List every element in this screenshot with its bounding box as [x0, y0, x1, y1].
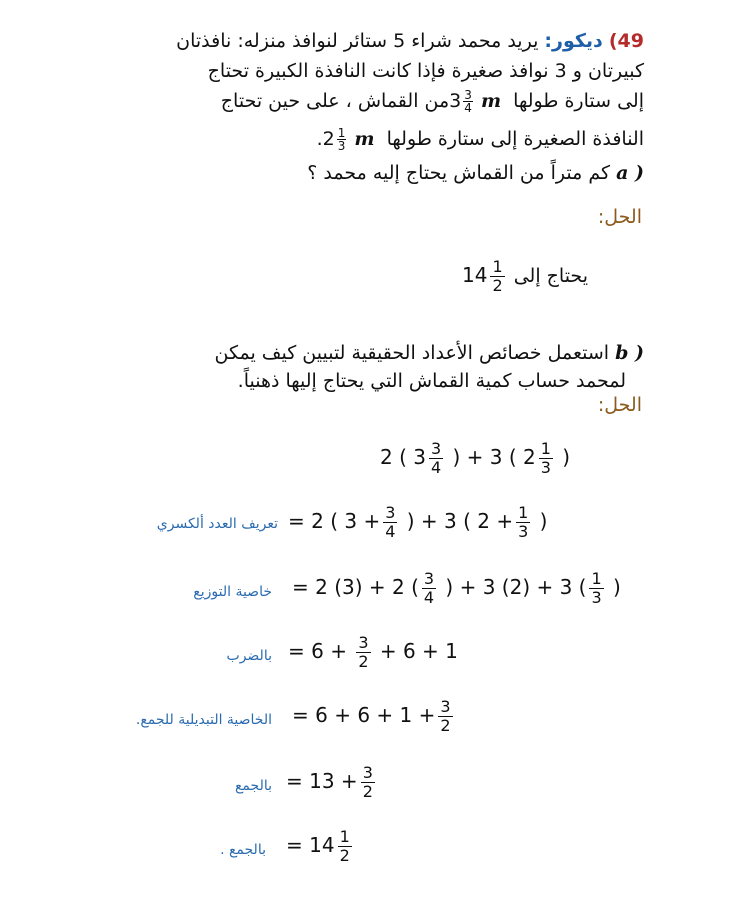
math-text: 2 ( 3: [380, 445, 426, 469]
step-line-4: [292, 698, 456, 735]
fraction: $\frac{1}{3}$: [540, 439, 551, 477]
problem-text-4-pre: النافذة الصغيرة إلى ستارة طولها: [386, 128, 644, 150]
problem-line-2: [208, 56, 644, 86]
fraction: $\frac{3}{4}$: [385, 503, 396, 541]
problem-text-2: كبيرتان و 3 نوافذ صغيرة فإذا كانت النافذة الكبيرة تحتاج: [207, 60, 644, 82]
answer-a: [462, 257, 588, 295]
solution-label-a: الحل:: [597, 206, 642, 228]
problem-text-3-post: من القماش ، على حين تحتاج: [220, 90, 450, 112]
problem-line-4: [317, 124, 644, 154]
math-text: = 6 +: [288, 639, 354, 663]
problem-line-1: [176, 26, 644, 56]
step-line-2: [292, 570, 621, 607]
problem-text-3-pre: إلى ستارة طولها: [513, 90, 644, 112]
step-line-1: [288, 504, 547, 541]
step-line-0: [380, 440, 570, 477]
fraction: $\frac{1}{2}$: [492, 257, 503, 295]
math-text: ): [555, 445, 571, 469]
problem-line-3: [221, 86, 644, 116]
math-text: ): [533, 509, 548, 533]
part-a-text: كم متراً من القماش يحتاج إليه محمد ؟: [307, 162, 611, 184]
math-text: = 2 ( 3 +: [288, 509, 381, 533]
math-text: = 2 (3) + 2 (: [292, 575, 419, 599]
fraction: $\frac{1}{3}$: [518, 503, 529, 541]
part-b-text-1: استعمل خصائص الأعداد الحقيقية لتبيين كيف يمكن: [214, 342, 610, 364]
fraction: $\frac{3}{4}$: [423, 569, 435, 607]
period: .: [316, 128, 323, 150]
step-note-4: الخاصية التبديلية للجمع.: [135, 712, 272, 728]
problem-tag: ديكور:: [544, 30, 603, 52]
part-a-letter: a ): [616, 162, 644, 184]
step-line-6: [286, 828, 355, 865]
fraction: $\frac{3}{4}$: [464, 88, 472, 115]
answer-a-value: 14 $\frac{1}{2}$: [462, 257, 503, 295]
fraction: $\frac{3}{2}$: [362, 763, 373, 801]
math-text: ) + 3 ( 2: [446, 445, 536, 469]
part-b-line-1: [215, 338, 644, 368]
unit-m: m: [480, 90, 502, 112]
fraction: $\frac{3}{2}$: [358, 633, 369, 671]
math-text: = 14: [286, 833, 335, 857]
fraction: $\frac{3}{2}$: [440, 697, 451, 735]
answer-a-text: يحتاج إلى: [513, 265, 588, 287]
step-note-2: خاصية التوزيع: [193, 584, 272, 600]
unit-m: m: [354, 128, 375, 150]
fraction: $\frac{1}{3}$: [591, 569, 602, 607]
step-note-5: بالجمع: [234, 778, 272, 794]
fraction: $\frac{1}{2}$: [339, 827, 350, 865]
math-text: ): [606, 575, 621, 599]
math-text: + 6 + 1: [373, 639, 458, 663]
step-note-3: بالضرب: [226, 648, 272, 664]
part-b-text-2: لمحمد حساب كمية القماش التي يحتاج إليها ذهنياً.: [237, 370, 626, 392]
math-text: ) + 3 (2) + 3 (: [439, 575, 587, 599]
fraction: $\frac{3}{4}$: [430, 439, 442, 477]
solution-label-b: الحل:: [597, 394, 642, 416]
problem-text-1: يريد محمد شراء 5 ستائر لنوافذ منزله: نافذتان: [176, 30, 539, 52]
part-b-line-2: [238, 366, 626, 396]
math-text: = 6 + 6 + 1 +: [292, 703, 436, 727]
step-note-1: تعريف العدد ألكسري: [156, 516, 278, 532]
math-text: ) + 3 ( 2 +: [400, 509, 514, 533]
problem-number: 49): [608, 30, 644, 52]
math-text: = 13 +: [286, 769, 358, 793]
mixed-number-small: 2 $\frac{1}{3}$ m: [322, 126, 375, 153]
part-a-question: [307, 158, 644, 188]
step-line-3: [288, 634, 458, 671]
fraction: $\frac{1}{3}$: [337, 126, 346, 153]
mixed-number-large: 3 $\frac{3}{4}$ m: [449, 88, 502, 115]
step-line-5: [286, 764, 378, 801]
part-b-letter: b ): [615, 342, 644, 364]
step-note-6: بالجمع .: [220, 842, 266, 858]
